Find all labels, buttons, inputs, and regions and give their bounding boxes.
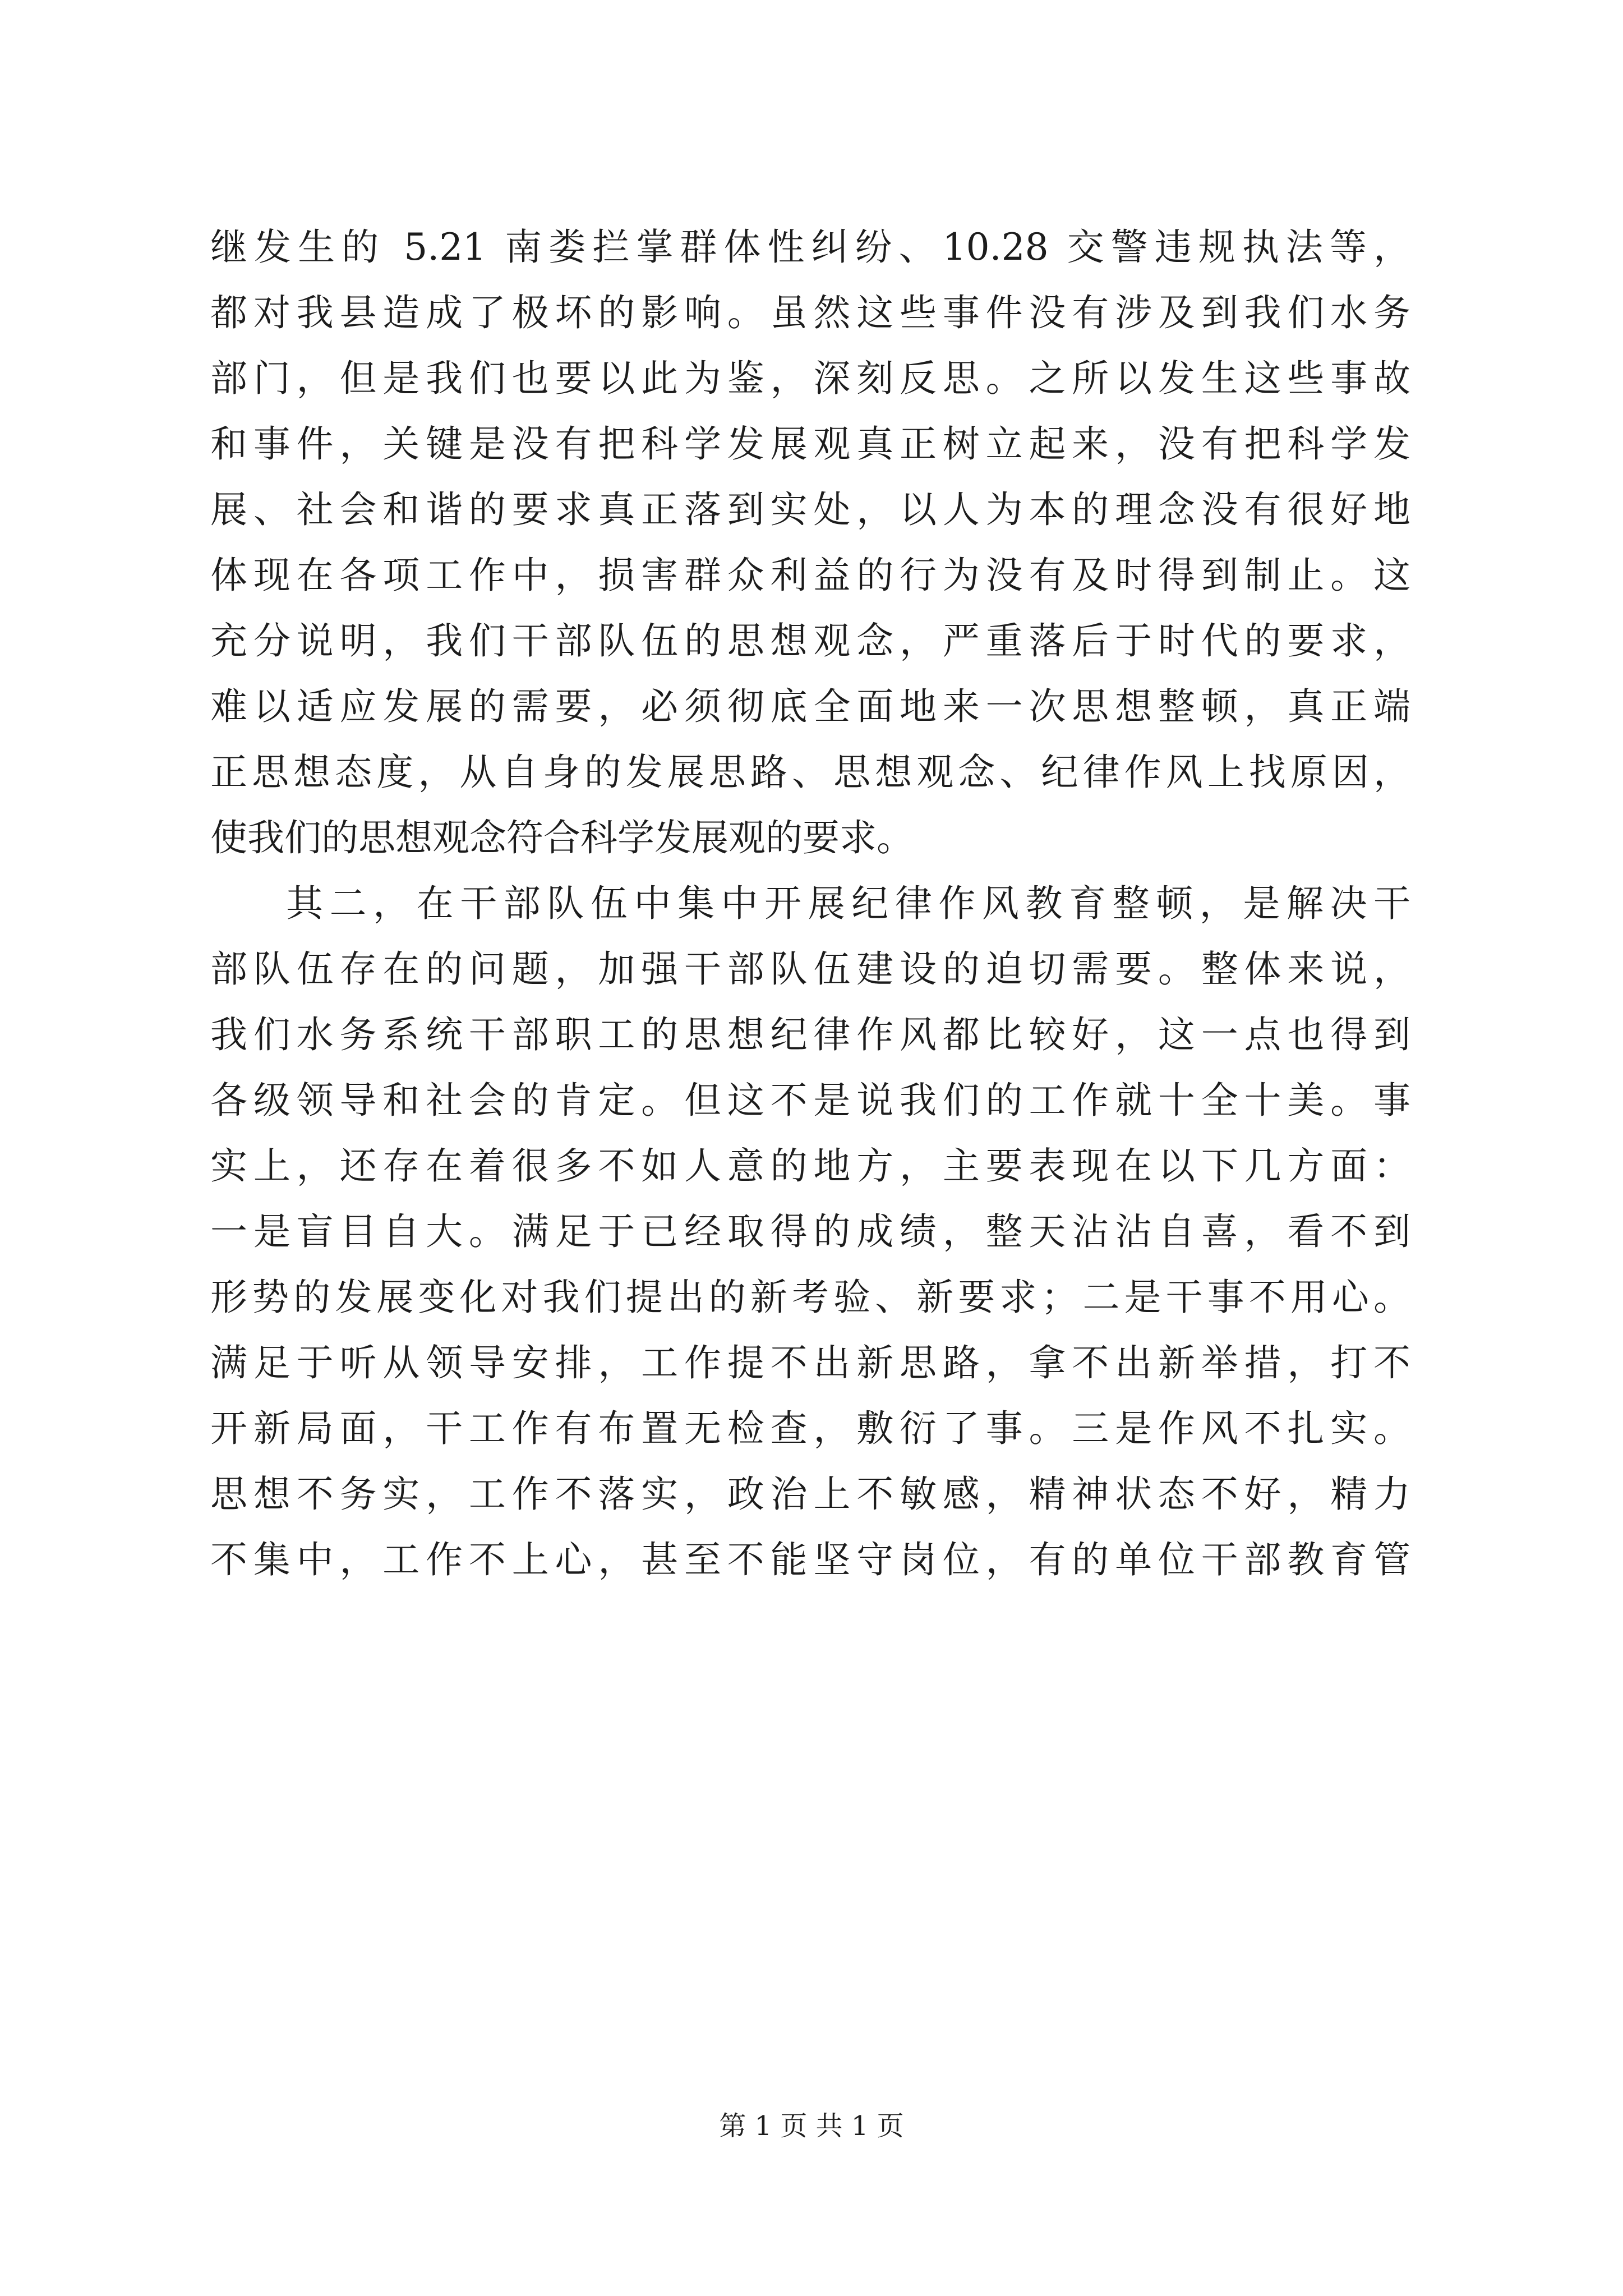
text-line: 不集中，工作不上心，甚至不能坚守岗位，有的单位干部教育管 [210, 1538, 1410, 1581]
text-line: 形势的发展变化对我们提出的新考验、新要求；二是干事不用心。 [210, 1276, 1410, 1319]
text-line: 思想不务实，工作不落实，政治上不敏感，精神状态不好，精力 [210, 1473, 1410, 1516]
text-line: 一是盲目自大。满足于已经取得的成绩，整天沾沾自喜，看不到 [210, 1210, 1410, 1253]
text-line: 实上，还存在着很多不如人意的地方，主要表现在以下几方面： [210, 1144, 1410, 1188]
paragraph-first-line: 其二，在干部队伍中集中开展纪律作风教育整顿，是解决干 [286, 882, 1410, 925]
text-line: 难以适应发展的需要，必须彻底全面地来一次思想整顿，真正端 [210, 685, 1410, 728]
text-line: 都对我县造成了极坏的影响。虽然这些事件没有涉及到我们水务 [210, 291, 1410, 334]
document-body [210, 214, 1410, 1593]
text-line: 充分说明，我们干部队伍的思想观念，严重落后于时代的要求， [210, 619, 1410, 662]
text-line: 各级领导和社会的肯定。但这不是说我们的工作就十全十美。事 [210, 1079, 1410, 1122]
text-line: 部队伍存在的问题，加强干部队伍建设的迫切需要。整体来说， [210, 947, 1410, 991]
text-line: 正思想态度，从自身的发展思路、思想观念、纪律作风上找原因， [210, 751, 1410, 794]
text-line: 满足于听从领导安排，工作提不出新思路，拿不出新举措，打不 [210, 1341, 1410, 1384]
page-number-label: 第 1 页 共 1 页 [719, 2110, 904, 2142]
text-line: 继发生的 5.21 南娄拦掌群体性纠纷、10.28 交警违规执法等， [210, 226, 1410, 269]
page-footer [0, 2109, 1623, 2143]
text-line: 和事件，关键是没有把科学发展观真正树立起来，没有把科学发 [210, 422, 1410, 466]
text-line: 开新局面，干工作有布置无检查，敷衍了事。三是作风不扎实。 [210, 1407, 1410, 1450]
text-line: 体现在各项工作中，损害群众利益的行为没有及时得到制止。这 [210, 554, 1410, 597]
text-line: 使我们的思想观念符合科学发展观的要求。 [210, 816, 914, 859]
text-line: 我们水务系统干部职工的思想纪律作风都比较好，这一点也得到 [210, 1013, 1410, 1056]
text-line: 部门，但是我们也要以此为鉴，深刻反思。之所以发生这些事故 [210, 357, 1410, 400]
text-line: 展、社会和谐的要求真正落到实处，以人为本的理念没有很好地 [210, 488, 1410, 531]
